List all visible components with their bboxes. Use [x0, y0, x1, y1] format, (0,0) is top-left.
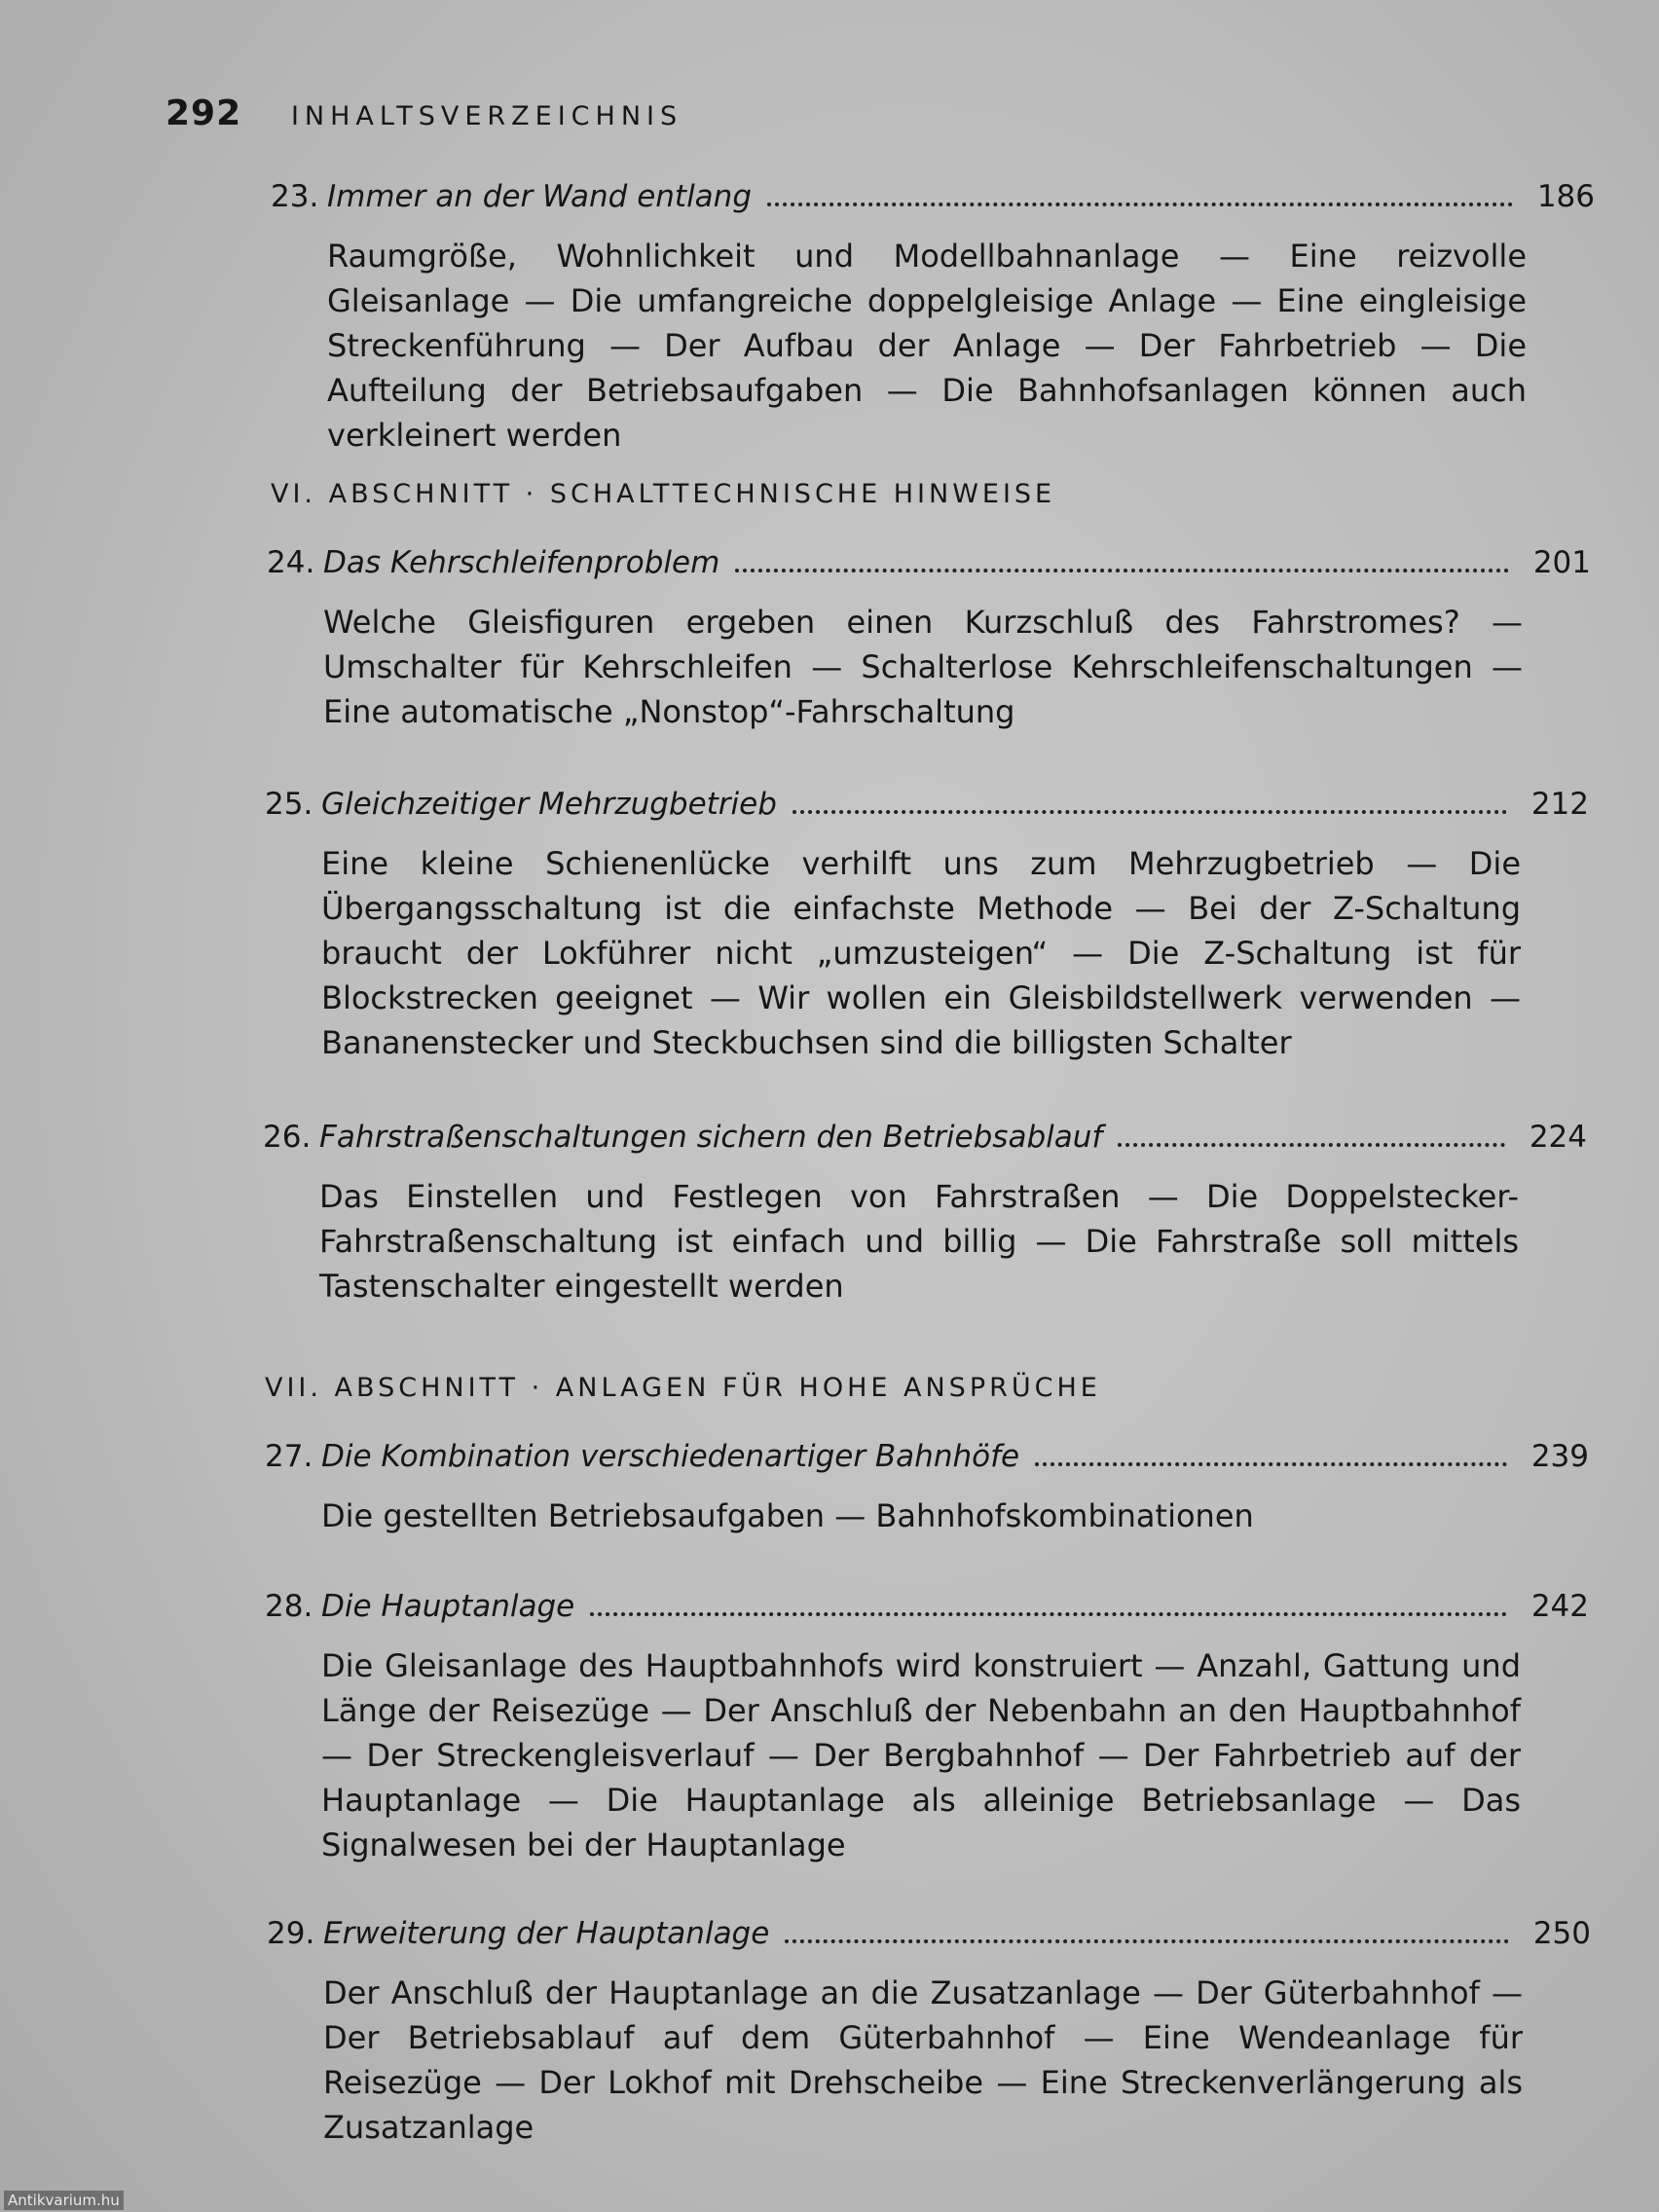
entry-description: Welche Gleisfiguren ergeben einen Kurzschluß des Fahrstromes? — Umschalter für Kehrschleifen — Schalterlose Kehrschleifenschaltungen — Eine automatische „Nonstop“-Fahrschaltung [323, 604, 1523, 730]
entry-description: Eine kleine Schienenlücke verhilft uns zum Mehrzugbetrieb — Die Übergangsschaltung ist die einfachste Methode — Bei der Z-Schaltung braucht der Lokführer nicht „umzusteigen“ — Die Z-Schaltung ist für Blockstrecken geeignet — Wir wollen ein Gleisbildstellwerk verwenden — Bananenstecker und Steckbuchsen sind die billigsten Schalter [321, 845, 1521, 1061]
watermark: Antikvarium.hu [4, 2191, 124, 2210]
toc-entry-heading [265, 1589, 1589, 1632]
entry-title: Die Hauptanlage [321, 1589, 575, 1624]
toc-entry-29 [267, 1916, 1591, 2150]
dot-leader [767, 202, 1513, 206]
dot-leader [590, 1611, 1507, 1616]
toc-entry-heading [267, 1916, 1591, 1959]
entry-number: 25. [265, 787, 313, 822]
entry-number: 24. [267, 545, 315, 580]
entry-page-number: 201 [1532, 545, 1591, 580]
toc-entry-24 [267, 545, 1591, 734]
entry-page-number: 186 [1536, 179, 1595, 214]
page-header [166, 93, 682, 133]
toc-entry-heading [267, 545, 1591, 588]
entry-page-number: 239 [1530, 1439, 1589, 1474]
toc-entry-heading [265, 1439, 1589, 1482]
entry-description: Der Anschluß der Hauptanlage an die Zusatzanlage — Der Güterbahnhof — Der Betriebsablauf auf dem Güterbahnhof — Eine Wendeanlage für Reisezüge — Der Lokhof mit Drehscheibe — Eine Streckenverlängerung als Zusatzanlage [323, 1974, 1523, 2146]
entry-title: Gleichzeitiger Mehrzugbetrieb [321, 787, 777, 822]
dot-leader [735, 568, 1509, 572]
toc-entry-26 [263, 1120, 1587, 1309]
entry-title: Immer an der Wand entlang [327, 179, 752, 214]
entry-page-number: 224 [1529, 1120, 1587, 1155]
entry-title: Die Kombination verschiedenartiger Bahnhöfe [321, 1439, 1020, 1474]
toc-entry-27 [265, 1439, 1589, 1538]
entry-title: Fahrstraßenschaltungen sichern den Betriebsablauf [319, 1120, 1103, 1155]
toc-entry-25 [265, 787, 1589, 1065]
entry-page-number: 212 [1530, 787, 1589, 822]
section-heading-vi: VI. ABSCHNITT · SCHALTTECHNISCHE HINWEISE [271, 479, 1056, 509]
entry-description: Das Einstellen und Festlegen von Fahrstraßen — Die Doppelstecker-Fahrstraßenschaltung ist einfach und billig — Die Fahrstraße soll mittels Tastenschalter eingestellt werden [319, 1178, 1519, 1305]
entry-page-number: 250 [1532, 1916, 1591, 1951]
page-number: 292 [166, 93, 242, 133]
entry-number: 23. [271, 179, 319, 214]
toc-entry-heading [271, 179, 1595, 222]
entry-description: Raumgröße, Wohnlichkeit und Modellbahnanlage — Eine reizvolle Gleisanlage — Die umfangreiche doppelgleisige Anlage — Eine eingleisige Streckenführung — Der Aufbau der Anlage — Der Fahrbetrieb — Die Aufteilung der Betriebsaufgaben — Die Bahnhofsanlagen können auch verkleinert werden [327, 238, 1527, 454]
dot-leader [785, 1938, 1509, 1943]
entry-title: Das Kehrschleifenproblem [323, 545, 720, 580]
entry-number: 29. [267, 1916, 315, 1951]
dot-leader [793, 809, 1507, 814]
toc-entry-28 [265, 1589, 1589, 1867]
entry-number: 27. [265, 1439, 313, 1474]
dot-leader [1035, 1461, 1507, 1466]
toc-entry-23 [271, 179, 1595, 458]
entry-number: 28. [265, 1589, 313, 1624]
section-heading-vii: VII. ABSCHNITT · ANLAGEN FÜR HOHE ANSPRÜCHE [265, 1373, 1101, 1403]
entry-number: 26. [263, 1120, 312, 1155]
entry-description: Die Gleisanlage des Hauptbahnhofs wird konstruiert — Anzahl, Gattung und Länge der Reisezüge — Der Anschluß der Nebenbahn an den Hauptbahnhof — Der Streckengleisverlauf — Der Bergbahnhof — Der Fahrbetrieb auf der Hauptanlage — Die Hauptanlage als alleinige Betriebsanlage — Das Signalwesen bei der Hauptanlage [321, 1647, 1521, 1863]
entry-description: Die gestellten Betriebsaufgaben — Bahnhofskombinationen [321, 1497, 1254, 1534]
entry-title: Erweiterung der Hauptanlage [323, 1916, 770, 1951]
toc-entry-heading [265, 787, 1589, 830]
dot-leader [1118, 1142, 1505, 1147]
toc-entry-heading [263, 1120, 1587, 1162]
entry-page-number: 242 [1530, 1589, 1589, 1624]
running-title: INHALTSVERZEICHNIS [290, 101, 683, 131]
